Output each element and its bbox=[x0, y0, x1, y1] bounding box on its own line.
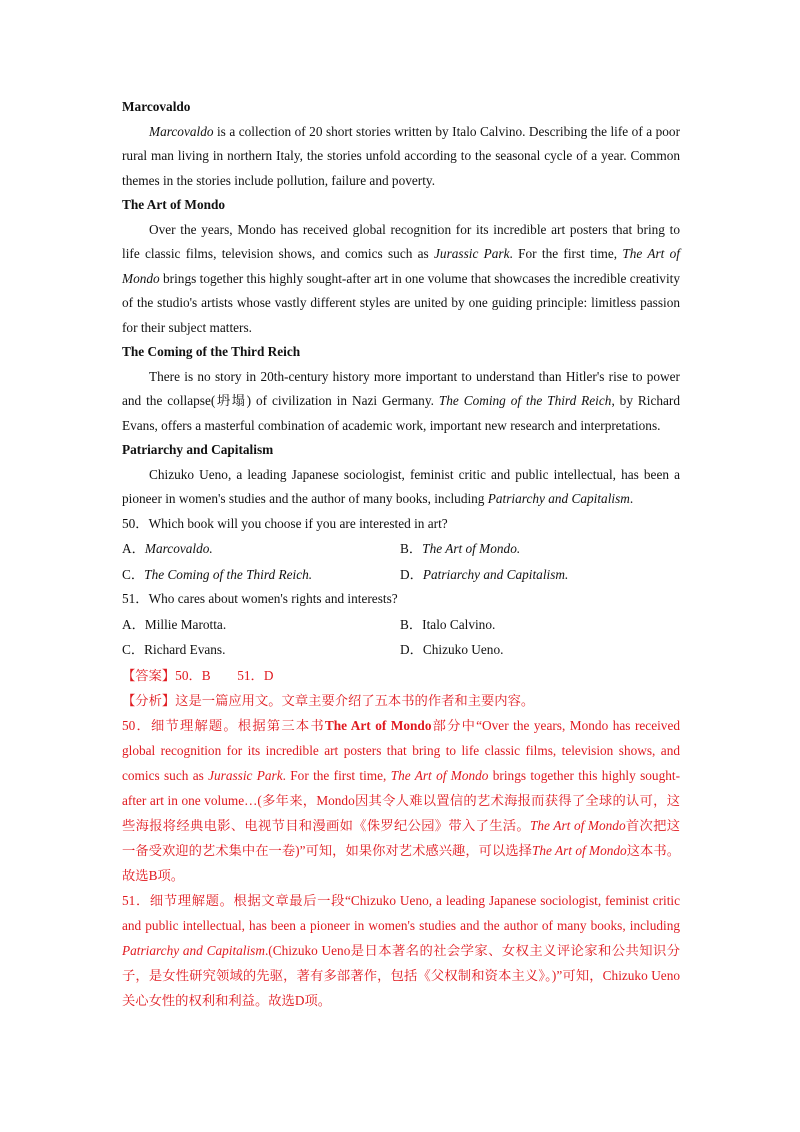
book-desc-patriarchy bbox=[122, 463, 680, 512]
question-50-options-row-2 bbox=[122, 562, 680, 588]
document-page bbox=[122, 95, 680, 1013]
italic-title: Patriarchy and Capitalism bbox=[487, 491, 630, 506]
desc-text: . For the first time, bbox=[509, 246, 623, 261]
book-desc-art-of-mondo bbox=[122, 218, 680, 341]
analysis-line: 【分析】这是一篇应用文。文章主要介绍了五本书的作者和主要内容。 bbox=[122, 692, 535, 708]
option-d: D．Chizuko Ueno. bbox=[400, 642, 504, 657]
desc-text: , by Richard Evans, offers a masterful combination of academic work, important new research and interpretations. bbox=[122, 393, 680, 433]
desc-text: Over the years, Mondo has received global recognition for its incredible art posters that bring to life classic films, television shows, and comics such as bbox=[122, 221, 680, 261]
book-title-third-reich: The Coming of the Third Reich bbox=[122, 344, 301, 359]
answer-section bbox=[122, 663, 680, 1013]
book-title-art-of-mondo: The Art of Mondo bbox=[122, 197, 226, 212]
book-desc-third-reich bbox=[122, 365, 680, 439]
italic-title: The Art of Mondo bbox=[122, 246, 680, 286]
desc-text: is a collection of 20 short stories written by Italo Calvino. Describing the life of a poor rural man living in northern Italy, the stories unfold according to the seasonal cycle of a year. Common themes in the stories include pollution, failure and poverty. bbox=[122, 123, 680, 188]
option-c: C．Richard Evans. bbox=[122, 642, 226, 657]
question-51-options-row-2 bbox=[122, 637, 680, 663]
option-a: A．Marcovaldo. bbox=[122, 541, 213, 556]
question-50-options-row-1 bbox=[122, 536, 680, 562]
book-title-marcovaldo: Marcovaldo bbox=[122, 99, 191, 114]
desc-text: There is no story in 20th-century history more important to understand than Hitler's rise to power and the collapse(坍塌) of civilization in Nazi Germany. bbox=[122, 368, 680, 408]
option-b: B．Italo Calvino. bbox=[400, 616, 496, 632]
desc-text: Chizuko Ueno, a leading Japanese sociologist, feminist critic and public intellectual, has been a pioneer in women's studies and the author of many books, including bbox=[122, 466, 680, 506]
q51-explanation: 51．细节理解题。根据文章最后一段“Chizuko Ueno, a leading Japanese sociologist, feminist critic and public intellectual, has been a pioneer in women's studies and the author of many books, including Patriarchy and Capitalism.(Chizuko Ueno是日本著名的社会学家、女权主义评论家和公共知识分子，是女性研究领域的先驱，著有多部著作，包括《父权制和资本主义》。)”可知，Chizuko Ueno关心女性的权利和利益。故选D项。 bbox=[122, 892, 681, 1008]
answer-line: 【答案】50．B 51．D bbox=[122, 667, 274, 683]
book-desc-marcovaldo bbox=[122, 120, 680, 194]
book-title-patriarchy: Patriarchy and Capitalism bbox=[122, 442, 274, 457]
desc-text: . bbox=[629, 491, 634, 506]
option-c: C．The Coming of the Third Reich. bbox=[122, 566, 313, 582]
italic-title: The Coming of the Third Reich bbox=[438, 393, 612, 408]
question-51-stem: 51．Who cares about women's rights and interests? bbox=[122, 591, 398, 606]
italic-title: Jurassic Park bbox=[434, 246, 510, 261]
question-50-stem: 50．Which book will you choose if you are interested in art? bbox=[122, 515, 448, 531]
option-a: A．Millie Marotta. bbox=[122, 616, 227, 632]
q50-explanation: 50．细节理解题。根据第三本书The Art of Mondo部分中“Over the years, Mondo has received global recognition for its incredible art posters that bring to life classic films, television shows, and comics such as Jurassic Park. For the first time, The Art of Mondo brings together this highly sought-after art in one volume…(多年来，Mondo因其令人难以置信的艺术海报而获得了全球的认可，这些海报将经典电影、电视节目和漫画如《侏罗纪公园》带入了生活。The Art of Mondo首次把这一备受欢迎的艺术集中在一卷)”可知，如果你对艺术感兴趣，可以选择The Art of Mondo这本书。故选B项。 bbox=[122, 717, 681, 883]
question-51-options-row-1 bbox=[122, 612, 680, 638]
desc-text: brings together this highly sought-after art in one volume that showcases the incredible creativity of the studio's artists whose vastly different styles are united by one guiding principle: limitless passion for their subject matters. bbox=[122, 270, 680, 335]
option-b: B．The Art of Mondo. bbox=[400, 541, 521, 556]
option-d: D．Patriarchy and Capitalism. bbox=[400, 566, 569, 582]
italic-title: Marcovaldo bbox=[149, 123, 214, 139]
